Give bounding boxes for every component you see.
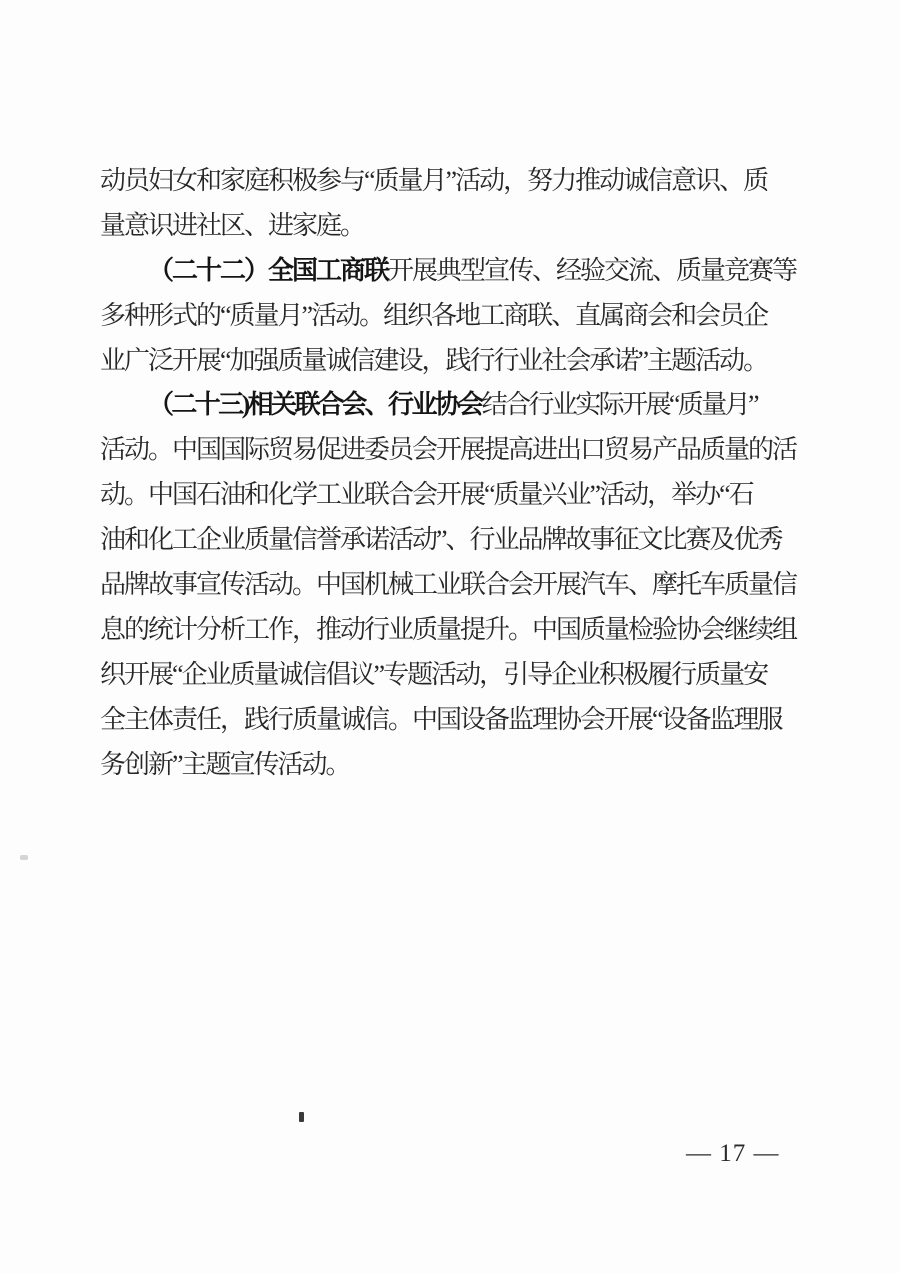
line-text: 息的统计分析工作，推动行业质量提升。中国质量检验协会继续组 [100,614,797,644]
line-bold-text: （二十二）全国工商联 [148,255,389,285]
line-text: 多种形式的“质量月”活动。组织各地工商联、直属商会和会员企 [100,300,768,330]
line-text: 开展典型宣传、经验交流、质量竞赛等 [388,255,797,285]
text-line [100,339,800,384]
text-line [100,743,800,788]
line-text: 品牌故事宣传活动。中国机械工业联合会开展汽车、摩托车质量信 [100,570,797,600]
text-line [100,608,800,653]
line-text: 量意识进社区、进家庭。 [100,210,365,240]
text-line [100,294,800,339]
text-line [100,428,800,473]
text-line [100,518,800,563]
text-line [100,159,800,204]
line-text: 务创新”主题宣传活动。 [100,749,350,779]
text-line [100,204,800,249]
text-line [100,473,800,518]
line-text: 结合行业实际开展“质量月” [481,390,757,420]
line-text: 业广泛开展“加强质量诚信建设，践行行业社会承诺”主题活动。 [100,345,768,375]
line-text: 动。中国石油和化学工业联合会开展“质量兴业”活动，举办“石 [100,480,753,510]
scan-speck [299,1112,304,1122]
text-line [100,563,800,608]
scan-speck [20,855,28,860]
line-text: 油和化工企业质量信誉承诺活动”、行业品牌故事征文比赛及优秀 [100,525,782,555]
line-bold-text: （二十三)相关联合会、行业协会 [148,390,482,420]
body-text [100,159,800,787]
text-line-paragraph-23 [100,383,800,428]
text-line [100,653,800,698]
text-line-paragraph-22 [100,249,800,294]
text-line [100,698,800,743]
line-text: 织开展“企业质量诚信倡议”专题活动，引导企业积极履行质量安 [100,659,768,689]
line-text: 活动。中国国际贸易促进委员会开展提高进出口贸易产品质量的活 [100,435,797,465]
page-number: — 17 — [686,1140,780,1167]
line-text: 全主体责任，践行质量诚信。中国设备监理协会开展“设备监理服 [100,704,782,734]
line-text: 动员妇女和家庭积极参与“质量月”活动，努力推动诚信意识、质 [100,166,768,195]
